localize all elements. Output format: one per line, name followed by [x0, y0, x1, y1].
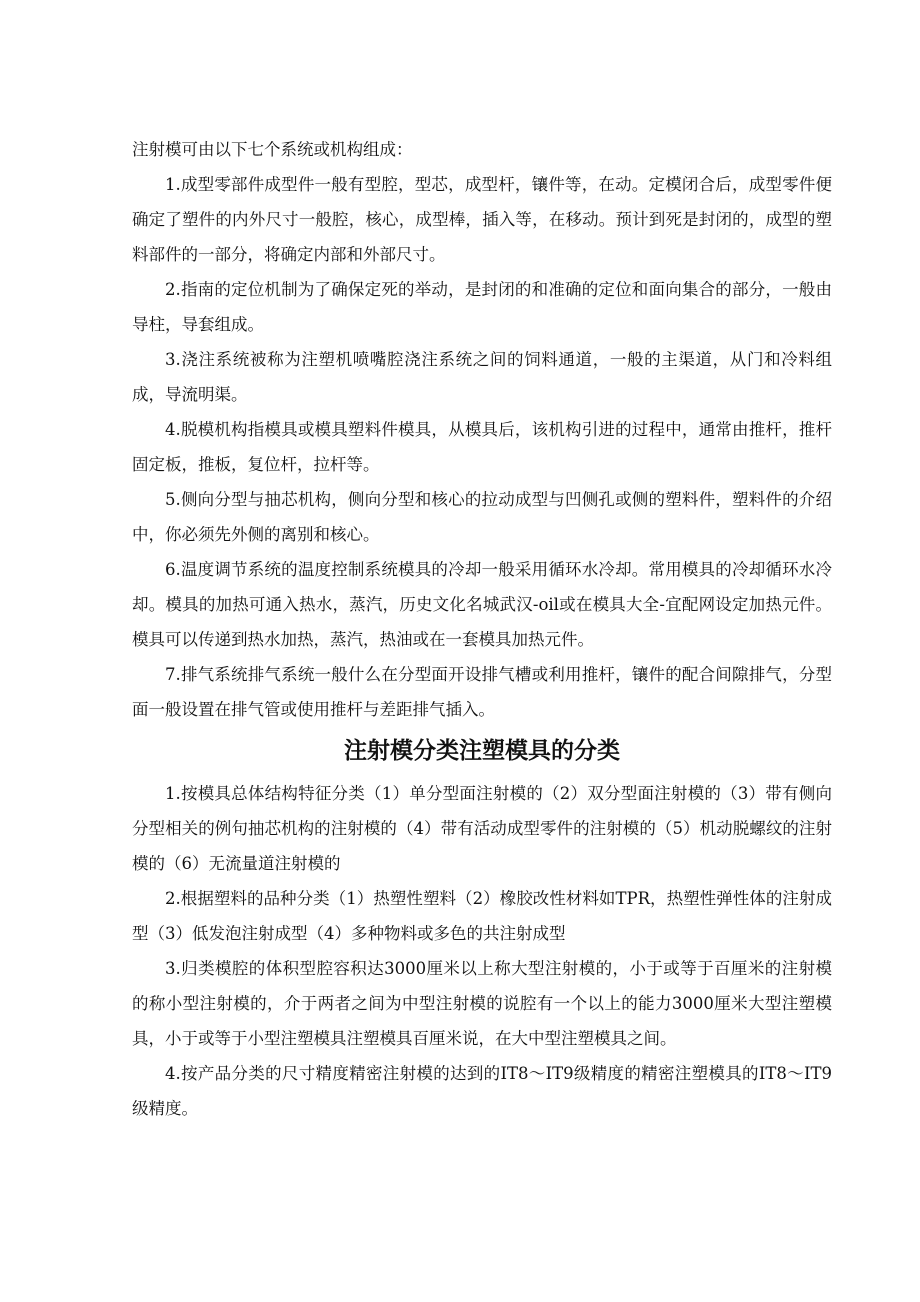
systems-list — [132, 167, 832, 727]
list-item: 7.排气系统排气系统一般什么在分型面开设排气槽或利用推杆，镶件的配合间隙排气，分型面一般设置在排气管或使用推杆与差距排气插入。 — [132, 665, 832, 719]
list-item: 5.侧向分型与抽芯机构，侧向分型和核心的拉动成型与凹侧孔或侧的塑料件，塑料件的介绍中，你必须先外侧的离别和核心。 — [132, 490, 832, 544]
list-item: 1.成型零部件成型件一般有型腔，型芯，成型杆，镶件等，在动。定模闭合后，成型零件便确定了塑件的内外尺寸一般腔，核心，成型棒，插入等，在移动。预计到死是封闭的，成型的塑料部件的一部分，将确定内部和外部尺寸。 — [132, 175, 832, 264]
list-item: 6.温度调节系统的温度控制系统模具的冷却一般采用循环水冷却。常用模具的冷却循环水冷却。模具的加热可通入热水，蒸汽，历史文化名城武汉-oil或在模具大全-宜配网设定加热元件。模具可以传递到热水加热，蒸汽，热油或在一套模具加热元件。 — [132, 560, 832, 649]
list-item: 2.根据塑料的品种分类（1）热塑性塑料（2）橡胶改性材料如TPR，热塑性弹性体的注射成型（3）低发泡注射成型（4）多种物料或多色的共注射成型 — [132, 889, 832, 943]
classification-list — [132, 776, 832, 1126]
list-item: 4.按产品分类的尺寸精度精密注射模的达到的IT8～IT9级精度的精密注塑模具的IT8～IT9级精度。 — [132, 1064, 832, 1118]
list-item: 3.浇注系统被称为注塑机喷嘴腔浇注系统之间的饲料通道，一般的主渠道，从门和冷料组成，导流明渠。 — [132, 350, 832, 404]
document-page — [132, 132, 832, 1126]
list-item: 2.指南的定位机制为了确保定死的举动，是封闭的和准确的定位和面向集合的部分，一般由导柱，导套组成。 — [132, 280, 832, 334]
list-item: 1.按模具总体结构特征分类（1）单分型面注射模的（2）双分型面注射模的（3）带有侧向分型相关的例句抽芯机构的注射模的（4）带有活动成型零件的注射模的（5）机动脱螺纹的注射模的（6）无流量道注射模的 — [132, 784, 832, 873]
list-item: 4.脱模机构指模具或模具塑料件模具，从模具后，该机构引进的过程中，通常由推杆，推杆固定板，推板，复位杆，拉杆等。 — [132, 420, 832, 474]
list-item: 3.归类模腔的体积型腔容积达3000厘米以上称大型注射模的，小于或等于百厘米的注射模的称小型注射模的，介于两者之间为中型注射模的说腔有一个以上的能力3000厘米大型注塑模具，小于或等于小型注塑模具注塑模具百厘米说，在大中型注塑模具之间。 — [132, 959, 832, 1048]
intro-paragraph: 注射模可由以下七个系统或机构组成： — [132, 140, 413, 159]
section-heading: 注射模分类注塑模具的分类 — [344, 738, 620, 764]
